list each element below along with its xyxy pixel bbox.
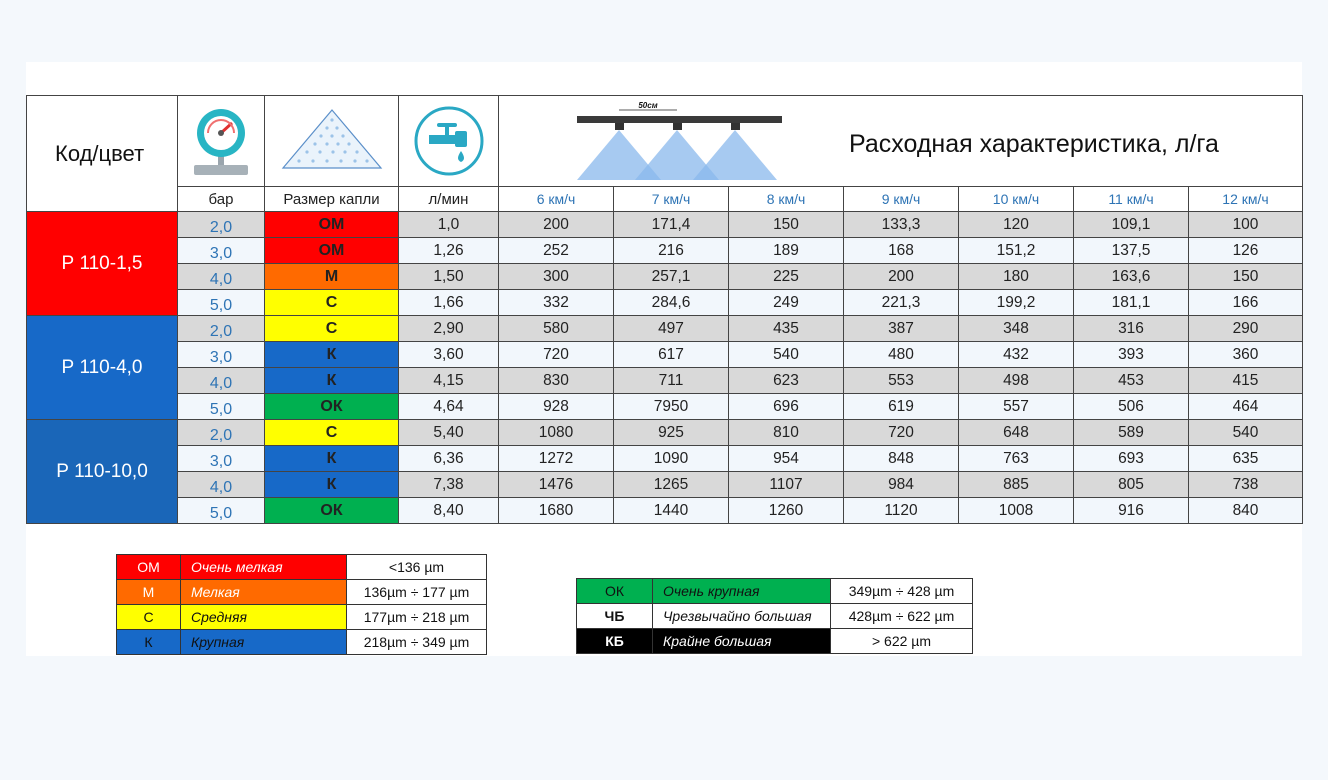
legend-row — [117, 555, 487, 580]
legend-row — [117, 630, 487, 655]
legend-code: М — [117, 580, 181, 605]
rate-value: 1090 — [614, 446, 729, 472]
rate-value: 916 — [1074, 498, 1189, 524]
rate-value: 249 — [729, 290, 844, 316]
rate-value: 540 — [1189, 420, 1303, 446]
legend-row — [577, 604, 973, 629]
rate-value: 225 — [729, 264, 844, 290]
rate-value: 151,2 — [959, 238, 1074, 264]
legend-code: ОМ — [117, 555, 181, 580]
rate-value: 137,5 — [1074, 238, 1189, 264]
rate-value: 120 — [959, 212, 1074, 238]
rate-value: 1440 — [614, 498, 729, 524]
legend-range: 177µm ÷ 218 µm — [347, 605, 487, 630]
rate-value: 1080 — [499, 420, 614, 446]
drop-size-code: ОК — [265, 498, 399, 524]
table-row — [27, 446, 1303, 472]
drop-size-code: К — [265, 472, 399, 498]
speed-header: 8 км/ч — [729, 187, 844, 212]
rate-value: 133,3 — [844, 212, 959, 238]
rate-value: 1272 — [499, 446, 614, 472]
rate-value: 540 — [729, 342, 844, 368]
rate-value: 557 — [959, 394, 1074, 420]
rate-value: 617 — [614, 342, 729, 368]
rate-value: 738 — [1189, 472, 1303, 498]
flow-value: 7,38 — [399, 472, 499, 498]
pressure-value: 3,0 — [178, 238, 265, 264]
legend-code: ЧБ — [577, 604, 653, 629]
drop-size-code: К — [265, 446, 399, 472]
drop-size-code: С — [265, 290, 399, 316]
rate-value: 300 — [499, 264, 614, 290]
rate-value: 393 — [1074, 342, 1189, 368]
pressure-value: 3,0 — [178, 446, 265, 472]
rate-value: 720 — [499, 342, 614, 368]
code-color-header: Код/цвет — [27, 96, 178, 212]
rate-value: 150 — [729, 212, 844, 238]
rate-value: 693 — [1074, 446, 1189, 472]
legend-name: Очень крупная — [653, 579, 831, 604]
rate-value: 497 — [614, 316, 729, 342]
legend-left — [116, 554, 487, 655]
flow-rate-table — [26, 95, 1303, 524]
flow-value: 6,36 — [399, 446, 499, 472]
speed-header: 10 км/ч — [959, 187, 1074, 212]
pressure-value: 2,0 — [178, 316, 265, 342]
flow-value: 3,60 — [399, 342, 499, 368]
nozzle-code: Р 110-10,0 — [27, 420, 178, 524]
sheet — [26, 62, 1302, 656]
rate-value: 464 — [1189, 394, 1303, 420]
rate-value: 180 — [959, 264, 1074, 290]
rate-value: 830 — [499, 368, 614, 394]
speed-header: 12 км/ч — [1189, 187, 1303, 212]
legend-row — [577, 629, 973, 654]
pressure-value: 5,0 — [178, 290, 265, 316]
rate-value: 810 — [729, 420, 844, 446]
rate-value: 171,4 — [614, 212, 729, 238]
speed-header: 7 км/ч — [614, 187, 729, 212]
legend-row — [117, 580, 487, 605]
rate-value: 257,1 — [614, 264, 729, 290]
table-row — [27, 264, 1303, 290]
legend-range: <136 µm — [347, 555, 487, 580]
legend-name: Крупная — [181, 630, 347, 655]
table-title: Расходная характеристика, л/га — [849, 130, 1219, 158]
rate-value: 928 — [499, 394, 614, 420]
table-row — [27, 472, 1303, 498]
drop-size-code: К — [265, 342, 399, 368]
legend-name: Средняя — [181, 605, 347, 630]
rate-value: 415 — [1189, 368, 1303, 394]
pressure-value: 2,0 — [178, 420, 265, 446]
nozzle-code: Р 110-4,0 — [27, 316, 178, 420]
speed-header: 6 км/ч — [499, 187, 614, 212]
rate-value: 1107 — [729, 472, 844, 498]
table-row — [27, 290, 1303, 316]
rate-value: 805 — [1074, 472, 1189, 498]
pressure-value: 4,0 — [178, 368, 265, 394]
legend-name: Мелкая — [181, 580, 347, 605]
flow-value: 1,26 — [399, 238, 499, 264]
flow-value: 1,66 — [399, 290, 499, 316]
rate-value: 925 — [614, 420, 729, 446]
pressure-label: бар — [178, 187, 265, 212]
flow-value: 8,40 — [399, 498, 499, 524]
spacing-label: 50см — [638, 101, 658, 110]
flow-value: 4,15 — [399, 368, 499, 394]
rate-value: 189 — [729, 238, 844, 264]
rate-value: 498 — [959, 368, 1074, 394]
rate-value: 885 — [959, 472, 1074, 498]
legend-name: Очень мелкая — [181, 555, 347, 580]
rate-value: 1008 — [959, 498, 1074, 524]
rate-value: 1476 — [499, 472, 614, 498]
rate-value: 589 — [1074, 420, 1189, 446]
rate-value: 216 — [614, 238, 729, 264]
legend-right — [576, 578, 973, 654]
rate-value: 348 — [959, 316, 1074, 342]
flow-value: 5,40 — [399, 420, 499, 446]
pressure-gauge-icon — [178, 96, 265, 187]
rate-value: 150 — [1189, 264, 1303, 290]
rate-value: 840 — [1189, 498, 1303, 524]
pressure-value: 3,0 — [178, 342, 265, 368]
rate-value: 221,3 — [844, 290, 959, 316]
flow-value: 1,50 — [399, 264, 499, 290]
flow-value: 2,90 — [399, 316, 499, 342]
rate-value: 648 — [959, 420, 1074, 446]
table-row — [27, 238, 1303, 264]
droplet-spray-icon — [265, 96, 399, 187]
pressure-value: 4,0 — [178, 264, 265, 290]
rate-value: 720 — [844, 420, 959, 446]
rate-value: 290 — [1189, 316, 1303, 342]
legend-range: 218µm ÷ 349 µm — [347, 630, 487, 655]
drop-size-code: ОМ — [265, 212, 399, 238]
rate-value: 360 — [1189, 342, 1303, 368]
pressure-value: 5,0 — [178, 394, 265, 420]
flow-value: 1,0 — [399, 212, 499, 238]
drop-size-code: К — [265, 368, 399, 394]
legend-code: С — [117, 605, 181, 630]
rate-value: 696 — [729, 394, 844, 420]
legend-range: 349µm ÷ 428 µm — [831, 579, 973, 604]
legend-code: ОК — [577, 579, 653, 604]
rate-value: 848 — [844, 446, 959, 472]
drop-size-code: ОМ — [265, 238, 399, 264]
drop-size-label: Размер капли — [265, 187, 399, 212]
table-row — [27, 498, 1303, 524]
table-row — [27, 342, 1303, 368]
legend-range: 136µm ÷ 177 µm — [347, 580, 487, 605]
legend-row — [117, 605, 487, 630]
rate-value: 480 — [844, 342, 959, 368]
table-row — [27, 368, 1303, 394]
pressure-value: 4,0 — [178, 472, 265, 498]
rate-value: 635 — [1189, 446, 1303, 472]
rate-value: 316 — [1074, 316, 1189, 342]
water-tap-icon — [399, 96, 499, 187]
rate-value: 7950 — [614, 394, 729, 420]
rate-value: 332 — [499, 290, 614, 316]
rate-value: 623 — [729, 368, 844, 394]
rate-value: 200 — [844, 264, 959, 290]
rate-value: 553 — [844, 368, 959, 394]
rate-value: 432 — [959, 342, 1074, 368]
legend-range: 428µm ÷ 622 µm — [831, 604, 973, 629]
speed-header: 9 км/ч — [844, 187, 959, 212]
legend-row — [577, 579, 973, 604]
rate-value: 954 — [729, 446, 844, 472]
rate-value: 163,6 — [1074, 264, 1189, 290]
rate-value: 1260 — [729, 498, 844, 524]
nozzle-code: Р 110-1,5 — [27, 212, 178, 316]
drop-size-code: С — [265, 420, 399, 446]
table-row — [27, 394, 1303, 420]
rate-value: 506 — [1074, 394, 1189, 420]
rate-value: 711 — [614, 368, 729, 394]
flow-label: л/мин — [399, 187, 499, 212]
boom-sprayer-icon — [559, 96, 789, 186]
drop-size-code: С — [265, 316, 399, 342]
speed-header: 11 км/ч — [1074, 187, 1189, 212]
rate-value: 1120 — [844, 498, 959, 524]
rate-value: 168 — [844, 238, 959, 264]
rate-value: 1680 — [499, 498, 614, 524]
legend-name: Крайне большая — [653, 629, 831, 654]
rate-value: 619 — [844, 394, 959, 420]
legend-code: К — [117, 630, 181, 655]
pressure-value: 2,0 — [178, 212, 265, 238]
rate-value: 453 — [1074, 368, 1189, 394]
rate-value: 109,1 — [1074, 212, 1189, 238]
title-cell — [499, 96, 1303, 187]
rate-value: 435 — [729, 316, 844, 342]
rate-value: 181,1 — [1074, 290, 1189, 316]
legend-code: КБ — [577, 629, 653, 654]
flow-value: 4,64 — [399, 394, 499, 420]
rate-value: 763 — [959, 446, 1074, 472]
rate-value: 126 — [1189, 238, 1303, 264]
table-row — [27, 316, 1303, 342]
drop-size-code: М — [265, 264, 399, 290]
drop-size-code: ОК — [265, 394, 399, 420]
rate-value: 200 — [499, 212, 614, 238]
rate-value: 199,2 — [959, 290, 1074, 316]
rate-value: 984 — [844, 472, 959, 498]
rate-value: 387 — [844, 316, 959, 342]
legend-name: Чрезвычайно большая — [653, 604, 831, 629]
rate-value: 166 — [1189, 290, 1303, 316]
rate-value: 284,6 — [614, 290, 729, 316]
rate-value: 1265 — [614, 472, 729, 498]
pressure-value: 5,0 — [178, 498, 265, 524]
rate-value: 100 — [1189, 212, 1303, 238]
legend-range: > 622 µm — [831, 629, 973, 654]
rate-value: 252 — [499, 238, 614, 264]
rate-value: 580 — [499, 316, 614, 342]
table-row — [27, 420, 1303, 446]
table-row — [27, 212, 1303, 238]
